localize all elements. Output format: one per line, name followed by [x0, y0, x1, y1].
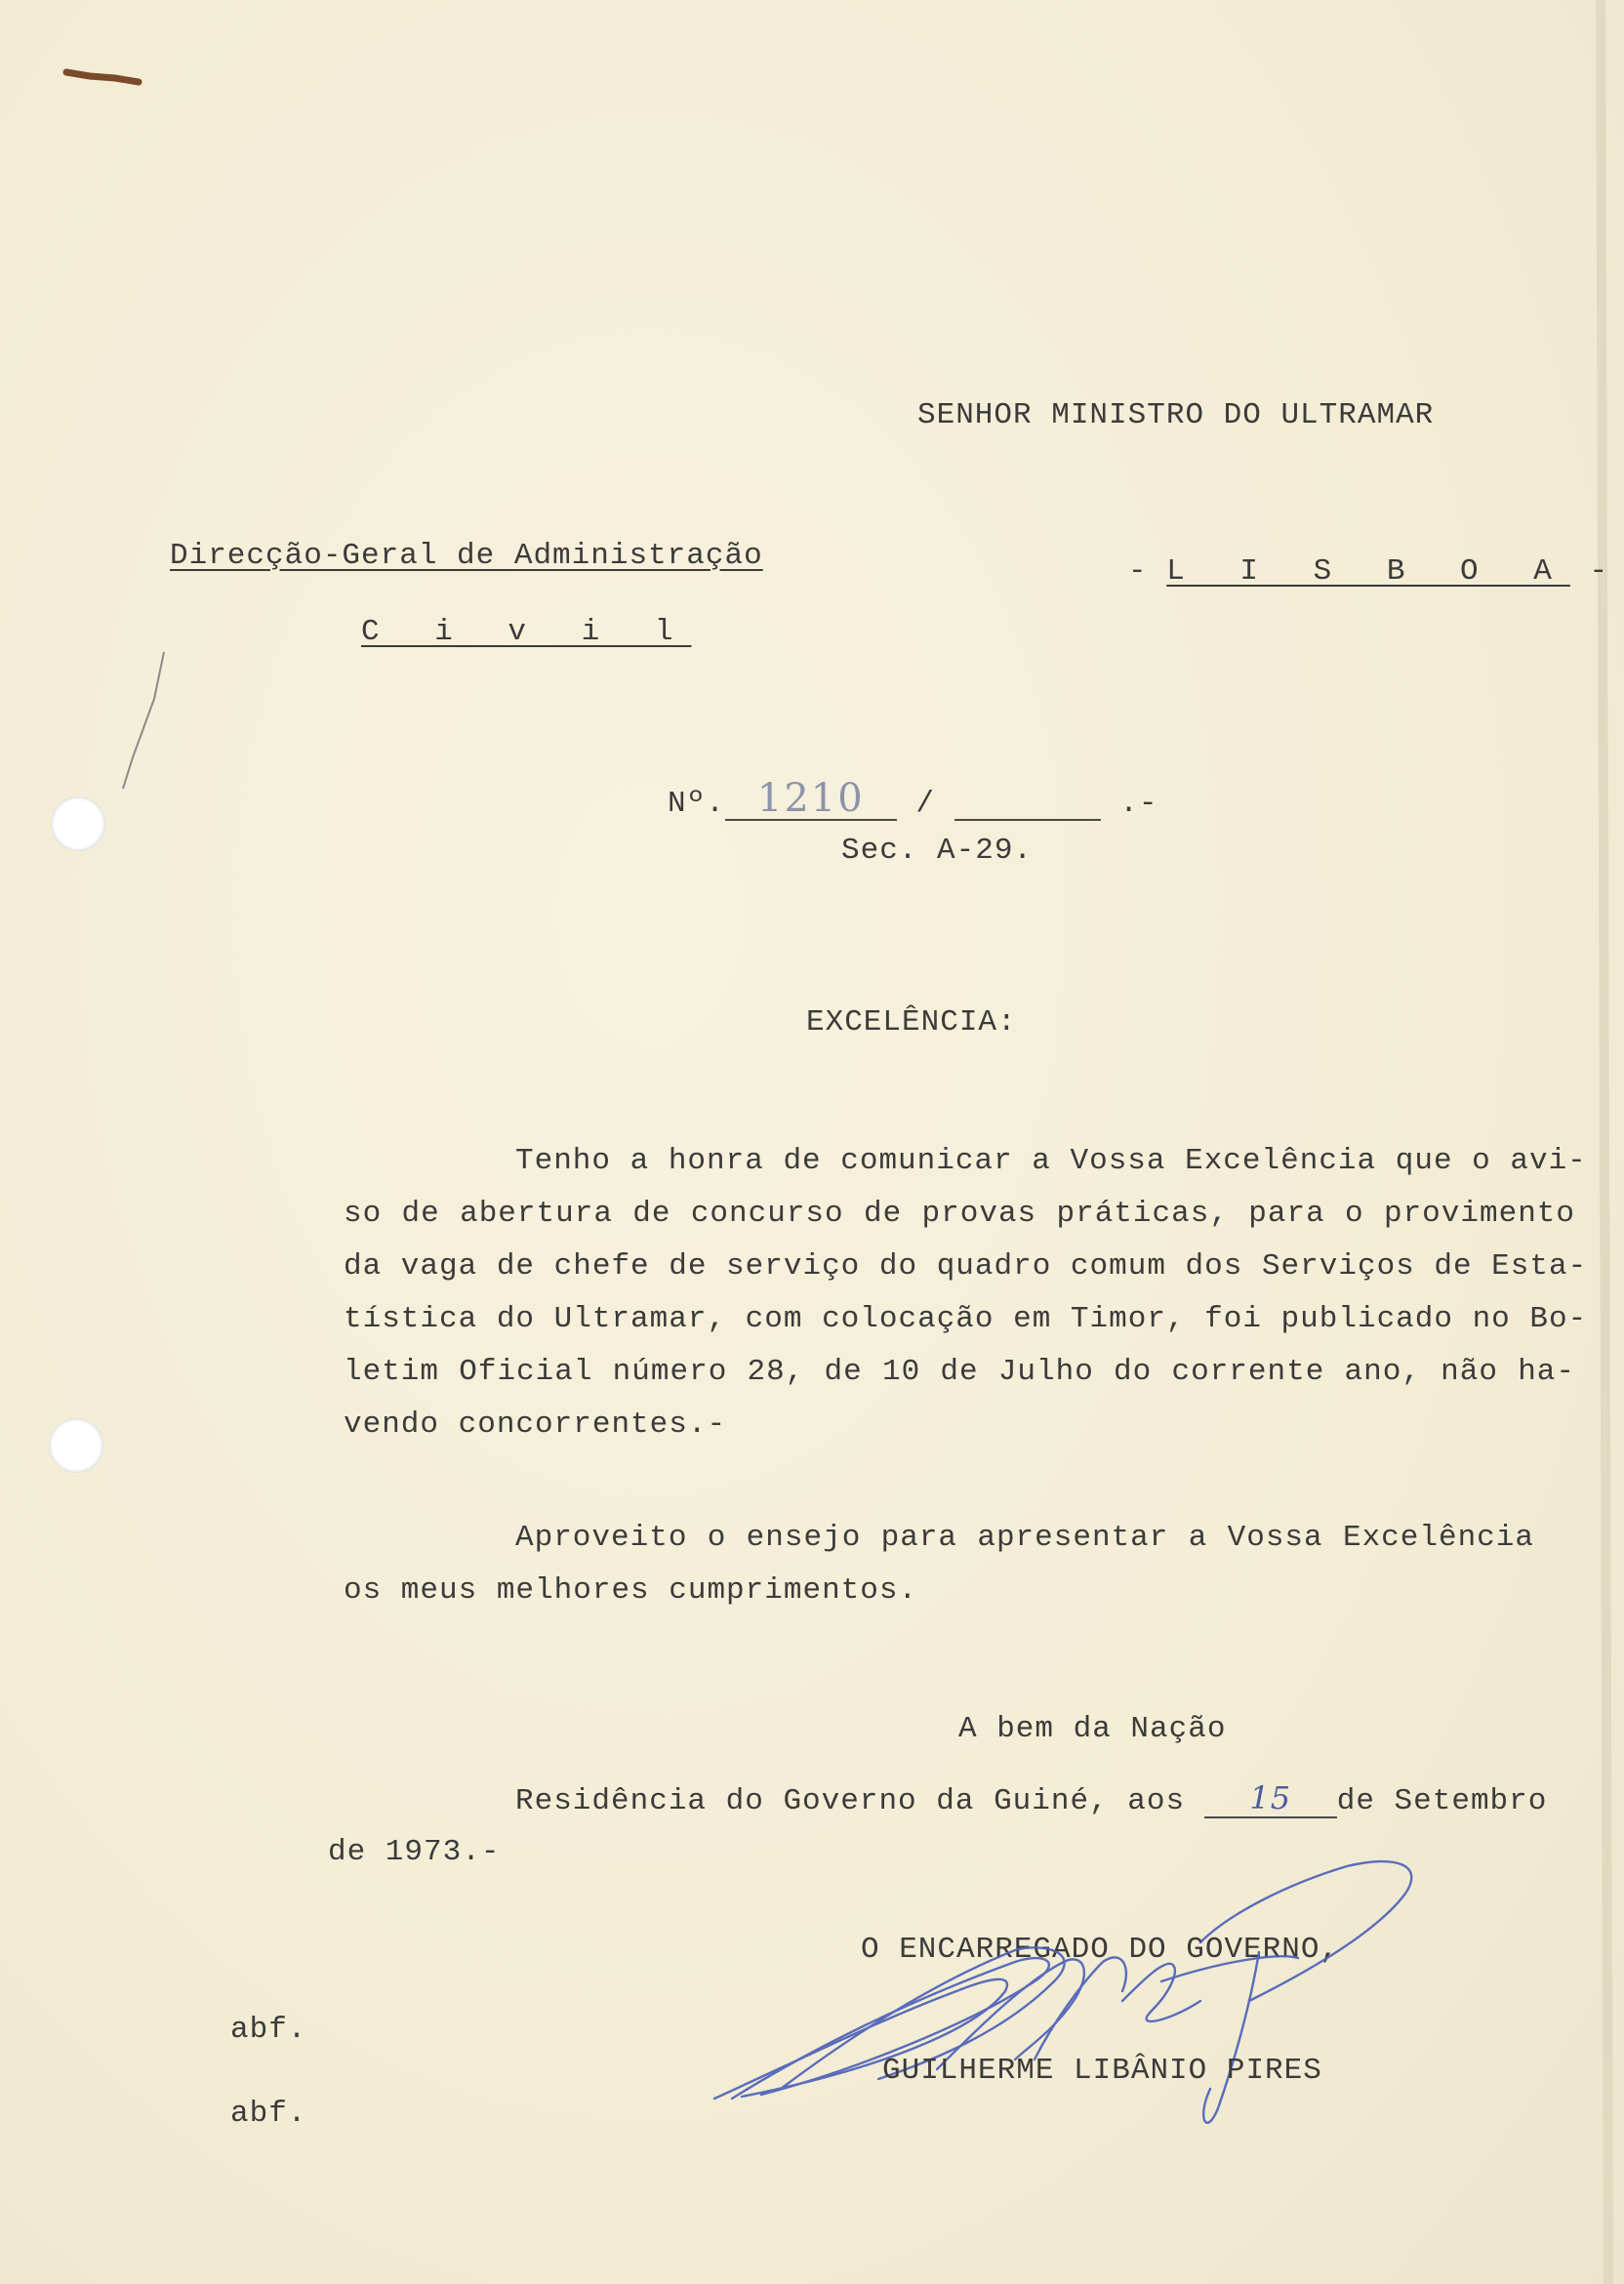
reference-number-line: [668, 776, 1158, 821]
sender-department-cont: C i v i l: [361, 615, 692, 649]
staple-mark: [66, 72, 139, 82]
salutation: EXCELÊNCIA:: [806, 1005, 1017, 1040]
body-line: vendo concorrentes.-: [344, 1407, 727, 1442]
place-date-line: [515, 1779, 1548, 1818]
sender-department: Direcção-Geral de Administração: [170, 539, 763, 573]
body-line: os meus melhores cumprimentos.: [344, 1573, 918, 1608]
initials: abf.: [230, 2013, 307, 2047]
number-end: .-: [1100, 787, 1158, 821]
number-label: Nº.: [668, 787, 725, 821]
body-line: da vaga de chefe de serviço do quadro comum dos Serviços de Esta-: [344, 1249, 1588, 1284]
signature-stroke: [1200, 1861, 1411, 2001]
recipient-city: L I S B O A: [1166, 554, 1570, 589]
year-blank: [954, 789, 1101, 821]
initials: abf.: [230, 2097, 307, 2131]
signature-stroke: [1122, 1964, 1200, 2021]
punch-hole-top: [51, 796, 105, 851]
recipient-city-line: [1128, 556, 1608, 587]
reference-section: Sec. A-29.: [841, 834, 1034, 868]
recipient-title: SENHOR MINISTRO DO ULTRAMAR: [917, 398, 1435, 432]
body-line: letim Oficial número 28, de 10 de Julho do corrente ano, não ha-: [344, 1355, 1575, 1389]
body-line: tística do Ultramar, com colocação em Timor, foi publicado no Bo-: [344, 1302, 1588, 1336]
body-line: Tenho a honra de comunicar a Vossa Excelência que o avi-: [515, 1144, 1587, 1178]
closing-motto: A bem da Nação: [958, 1712, 1227, 1746]
day-blank: [1204, 1779, 1337, 1818]
signature-stroke: [1203, 1952, 1259, 2123]
place-date-prefix: Residência do Governo da Guiné, aos: [515, 1784, 1186, 1818]
signer-name: GUILHERME LIBÂNIO PIRES: [882, 2054, 1322, 2088]
city-prefix-dash: -: [1128, 554, 1167, 589]
handwritten-number: 1210: [756, 776, 865, 821]
body-line: so de abertura de concurso de provas práticas, para o provimento: [344, 1197, 1575, 1231]
place-date-suffix: de Setembro: [1336, 1784, 1548, 1818]
signature-stroke: [1035, 1957, 1126, 2060]
city-suffix-dash: -: [1569, 554, 1609, 589]
punch-hole-bottom: [49, 1418, 103, 1473]
date-year: de 1973.-: [328, 1835, 501, 1869]
signer-title: O ENCARREGADO DO GOVERNO,: [861, 1933, 1340, 1967]
body-line: Aproveito o ensejo para apresentar a Vossa Excelência: [515, 1521, 1534, 1555]
fold-shadow: [1601, 0, 1608, 2284]
number-slash: /: [896, 787, 954, 821]
number-blank: [725, 776, 897, 821]
handwritten-day: 15: [1249, 1779, 1292, 1816]
pencil-stroke: [123, 652, 164, 789]
